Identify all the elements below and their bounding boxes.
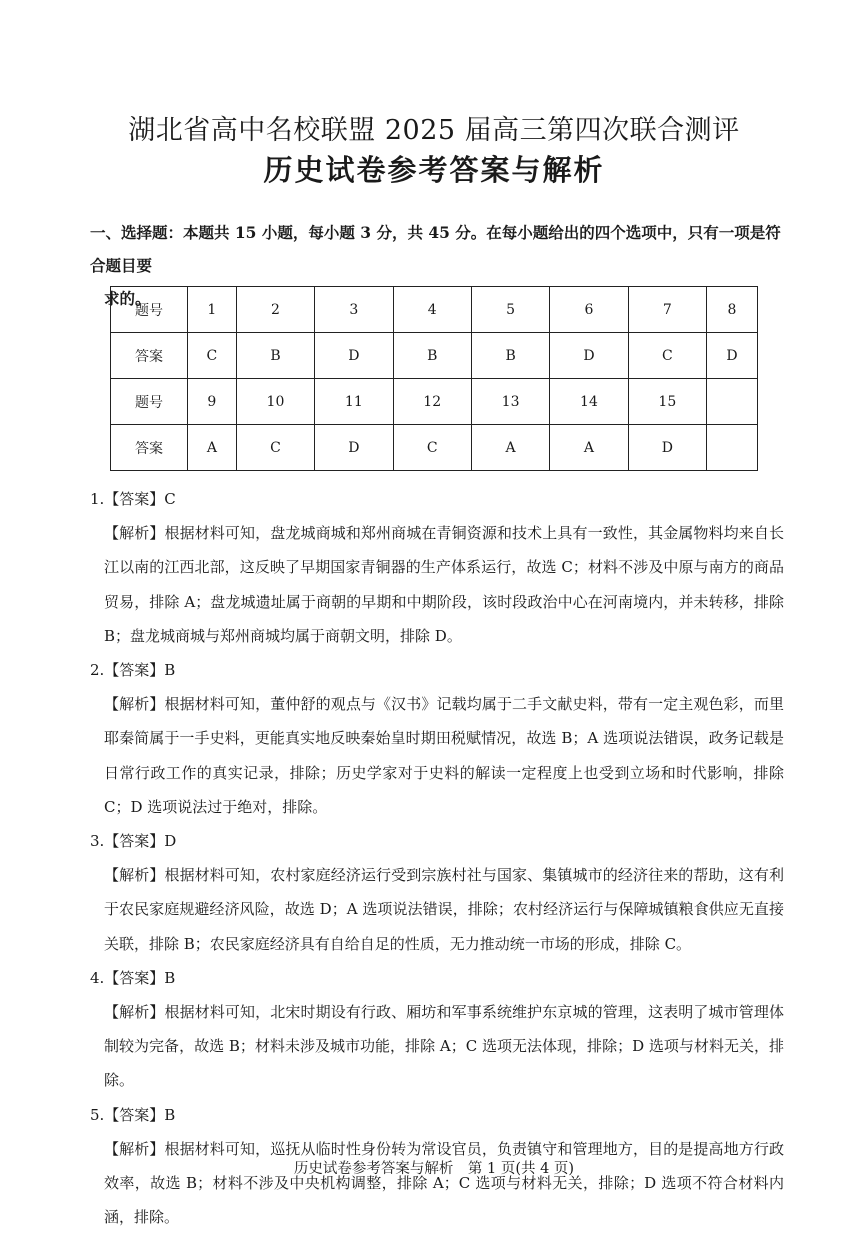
explanation-text: 【解析】根据材料可知，农村家庭经济运行受到宗族村社与国家、集镇城市的经济往来的帮助，这有利于农民家庭规避经济风险，故选 D；A 选项说法错误，排除；农村经济运行与保障城镇粮食供应无直接关联，排除 B；农民家庭经济具有自给自足的性质，无力推动统一市场的形成，排除 C。 [104, 866, 784, 953]
table-cell: 7 [628, 287, 706, 333]
document-subtitle: 历史试卷参考答案与解析 [263, 153, 605, 187]
table-row [111, 379, 758, 425]
table-row [111, 333, 758, 379]
explanation-text: 【解析】根据材料可知，盘龙城商城和郑州商城在青铜资源和技术上具有一致性，其金属物料均来自长江以南的江西北部，这反映了早期国家青铜器的生产体系运行，故选 C；材料不涉及中原与南方的商品贸易，排除 A；盘龙城遗址属于商朝的早期和中期阶段，该时段政治中心在河南境内，并未转移，排除 B；盘龙城商城与郑州商城均属于商朝文明，排除 D。 [104, 524, 784, 645]
table-cell: 14 [550, 379, 628, 425]
answer-label: 4.【答案】B [90, 968, 176, 987]
table-cell: 13 [471, 379, 549, 425]
table-cell: 答案 [111, 333, 188, 379]
table-cell: B [393, 333, 471, 379]
table-cell: 题号 [111, 287, 188, 333]
table-cell: A [471, 425, 549, 471]
answer-label: 5.【答案】B [90, 1105, 176, 1124]
table-row [111, 287, 758, 333]
answer-item [90, 653, 784, 824]
explanation-text: 【解析】根据材料可知，巡抚从临时性身份转为常设官员，负责镇守和管理地方，目的是提高地方行政效率，故选 B；材料不涉及中央机构调整，排除 A；C 选项与材料无关，排除；D 选项不符合材料内涵，排除。 [104, 1139, 784, 1227]
answer-label: 1.【答案】C [90, 490, 176, 508]
answer-item [90, 824, 784, 961]
table-cell: 3 [315, 287, 393, 333]
table-cell: 11 [315, 379, 393, 425]
table-cell: C [236, 425, 314, 471]
table-cell: 5 [471, 287, 549, 333]
answer-item [90, 961, 784, 1098]
table-cell: 1 [188, 287, 237, 333]
table-cell: C [188, 333, 237, 379]
table-cell: 4 [393, 287, 471, 333]
explanation-text: 【解析】根据材料可知，北宋时期设有行政、厢坊和军事系统维护东京城的管理，这表明了城市管理体制较为完备，故选 B；材料未涉及城市功能，排除 A；C 选项无法体现，排除；D 选项与材料无关，排除。 [104, 1003, 784, 1090]
answer-item [90, 482, 784, 653]
table-cell [707, 379, 758, 425]
table-cell: 9 [188, 379, 237, 425]
table-cell: 6 [550, 287, 628, 333]
section-instructions-line-2: 求的。 [104, 289, 151, 308]
table-cell: 10 [236, 379, 314, 425]
section-instructions-line-1: 一、选择题：本题共 15 小题，每小题 3 分，共 45 分。在每小题给出的四个选项中，只有一项是符合题目要 [90, 223, 781, 275]
answer-label: 3.【答案】D [90, 832, 177, 851]
table-cell: A [188, 425, 237, 471]
table-cell: 题号 [111, 379, 188, 425]
table-cell: 8 [707, 287, 758, 333]
explanation-text: 【解析】根据材料可知，董仲舒的观点与《汉书》记载均属于二手文献史料，带有一定主观色彩，而里耶秦简属于一手史料，更能真实地反映秦始皇时期田税赋情况，故选 B；A 选项说法错误，政务记载是日常行政工作的真实记录，排除；历史学家对于史料的解读一定程度上也受到立场和时代影响，排除 C；D 选项说法过于绝对，排除。 [104, 695, 784, 816]
table-cell: D [550, 333, 628, 379]
table-cell: D [707, 333, 758, 379]
answer-explanations [90, 482, 784, 1234]
table-cell: B [471, 333, 549, 379]
page-footer: 历史试卷参考答案与解析 第 1 页(共 4 页) [293, 1161, 575, 1177]
table-row [111, 425, 758, 471]
table-cell: C [393, 425, 471, 471]
table-cell: D [628, 425, 706, 471]
table-cell: 2 [236, 287, 314, 333]
answer-label: 2.【答案】B [90, 661, 176, 680]
answer-table [110, 286, 758, 471]
table-cell: 15 [628, 379, 706, 425]
table-cell [707, 425, 758, 471]
table-cell: A [550, 425, 628, 471]
table-cell: B [236, 333, 314, 379]
table-cell: D [315, 425, 393, 471]
table-cell: D [315, 333, 393, 379]
table-cell: 答案 [111, 425, 188, 471]
table-cell: C [628, 333, 706, 379]
table-cell: 12 [393, 379, 471, 425]
document-title: 湖北省高中名校联盟 2025 届高三第四次联合测评 [128, 115, 740, 146]
